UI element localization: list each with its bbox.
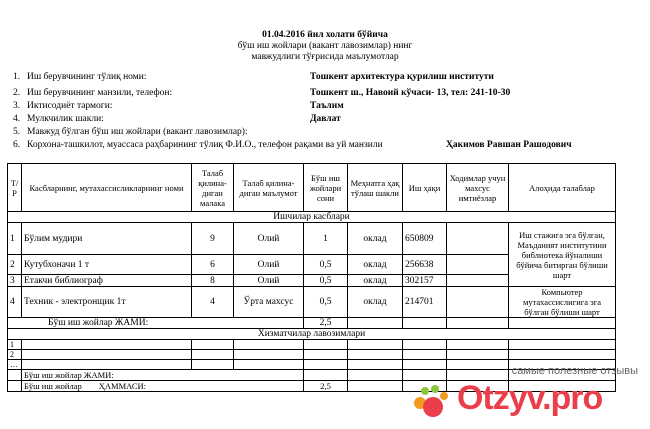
table-row: [8, 340, 616, 350]
cell-n: …: [8, 360, 22, 370]
watermark-brand-suffix: .pro: [542, 379, 603, 417]
table-header-row: [8, 164, 616, 212]
info-label: Иш берувчининг тўлиқ номи:: [27, 72, 147, 82]
info-label: Мавжуд бўлган бўш иш жойлари (вакант лавозимлар):: [27, 127, 248, 137]
col-header-profession: Касбларнинг, мутахассисликларнинг номи: [22, 164, 192, 212]
cell-profession: Етакчи библиограф: [22, 275, 192, 287]
cell-payment: оклад: [348, 223, 403, 255]
watermark-brand-name: Otzyv: [457, 379, 543, 417]
cell-experience: 4: [192, 287, 234, 318]
info-value: Тошкент ш., Навоий кўчаси- 13, тел: 241-10-30: [310, 88, 511, 98]
cell-count: 0,5: [304, 287, 348, 318]
cell-n: 1: [8, 340, 22, 350]
col-header-count: Бўш иш жойлари сони: [304, 164, 348, 212]
cell-payment: оклад: [348, 287, 403, 318]
cell-salary: 214701: [403, 287, 447, 318]
cell-n: 2: [8, 350, 22, 360]
doc-title: 01.04.2016 йил холати бўйича: [262, 30, 388, 40]
info-row: [0, 114, 650, 125]
table-row: [8, 287, 616, 318]
section-workers: Ишчилар касблари: [8, 212, 616, 223]
col-header-requirements: Алоҳида талаблар: [509, 164, 616, 212]
cell-profession: Бўлим мудири: [22, 223, 192, 255]
section-row: [8, 329, 616, 340]
info-num: 4.: [13, 114, 21, 124]
col-header-needs: Ходимлар учун махсус имтиёзлар: [447, 164, 509, 212]
grand-total-label: Бўш иш жойлар ҲАММАСИ:: [22, 381, 304, 392]
info-num: 6.: [13, 140, 21, 150]
info-label: Иш берувчининг манзили, телефон:: [27, 88, 173, 98]
info-num: 1.: [13, 72, 21, 82]
col-header-salary: Иш ҳақи: [403, 164, 447, 212]
table-row: [8, 350, 616, 360]
cell-salary: 256638: [403, 255, 447, 275]
col-header-education: Талаб қилина-диган маълумот: [234, 164, 304, 212]
cell-needs: [447, 255, 509, 275]
cell-needs: [447, 275, 509, 287]
cell-requirements: Иш стажига эга бўлган, Маъданият институтини библиотека йўналиши бўйича битирган бўлиши шарт: [509, 223, 616, 287]
cell-count: 1: [304, 223, 348, 255]
vacancy-table: [7, 163, 616, 392]
info-row: [0, 101, 650, 112]
cell-experience: 8: [192, 275, 234, 287]
info-row: [0, 88, 650, 99]
info-label: Корхона-ташкилот, муассаса раҳбарининг тўлиқ Ф.И.О., телефон рақами ва уй манзили: [27, 140, 383, 150]
cell-education: Олий: [234, 223, 304, 255]
watermark-brand: [457, 379, 602, 418]
info-num: 2.: [13, 88, 21, 98]
otzyv-watermark: [399, 365, 644, 425]
cell-needs: [447, 287, 509, 318]
cell-count: 0,5: [304, 255, 348, 275]
cell-experience: 9: [192, 223, 234, 255]
watermark-tagline: самые полезные отзывы: [511, 365, 638, 377]
info-label: Мулкчилик шакли:: [27, 114, 104, 124]
doc-subtitle-1: бўш иш жойлари (вакант лавозимлар) нинг: [237, 41, 413, 51]
cell-requirements: Компьютер мутахассислигига эга бўлган бўлиши шарт: [509, 287, 616, 318]
col-header-experience: Талаб қилина-диган малака: [192, 164, 234, 212]
cell-experience: 6: [192, 255, 234, 275]
col-header-n: Т/Р: [8, 164, 22, 212]
info-row: [0, 127, 650, 138]
info-row: [0, 72, 650, 83]
doc-subtitle-2: мавжудлиги тўғрисида маълумотлар: [251, 52, 399, 62]
info-value: Тошкент архитектура қурилиш институти: [310, 72, 494, 82]
info-label: Иктисодиёт тармоги:: [27, 101, 113, 111]
cell-profession: Кутубхоначи 1 т: [22, 255, 192, 275]
info-value: Таълим: [310, 101, 344, 111]
cell-salary: 302157: [403, 275, 447, 287]
grand-total-count: 2,5: [304, 381, 348, 392]
info-num: 3.: [13, 101, 21, 111]
cell-n: 1: [8, 223, 22, 255]
cell-n: 2: [8, 255, 22, 275]
cell-education: Ўрта махсус: [234, 287, 304, 318]
cell-n: 4: [8, 287, 22, 318]
cell-payment: оклад: [348, 275, 403, 287]
section-row: [8, 212, 616, 223]
info-value: Давлат: [310, 114, 341, 124]
total-label: Бўш иш жойлар ЖАМИ:: [8, 318, 304, 329]
table-row: [8, 223, 616, 255]
section-employees: Хизматчилар лавозимлари: [8, 329, 616, 340]
otzyv-logo-icon: [413, 383, 453, 423]
info-num: 5.: [13, 127, 21, 137]
cell-salary: 650809: [403, 223, 447, 255]
info-value: Ҳакимов Равшан Рашодович: [446, 140, 572, 150]
cell-count: 0,5: [304, 275, 348, 287]
cell-needs: [447, 223, 509, 255]
total-row: [8, 318, 616, 329]
cell-n: 3: [8, 275, 22, 287]
cell-education: Олий: [234, 255, 304, 275]
total2-label: Бўш иш жойлар ЖАМИ:: [22, 370, 304, 381]
cell-payment: оклад: [348, 255, 403, 275]
cell-profession: Техник - электронщик 1т: [22, 287, 192, 318]
cell-education: Олий: [234, 275, 304, 287]
total-count: 2,5: [304, 318, 348, 329]
col-header-payment: Меҳнатга ҳақ тўлаш шакли: [348, 164, 403, 212]
info-row: [0, 140, 650, 151]
